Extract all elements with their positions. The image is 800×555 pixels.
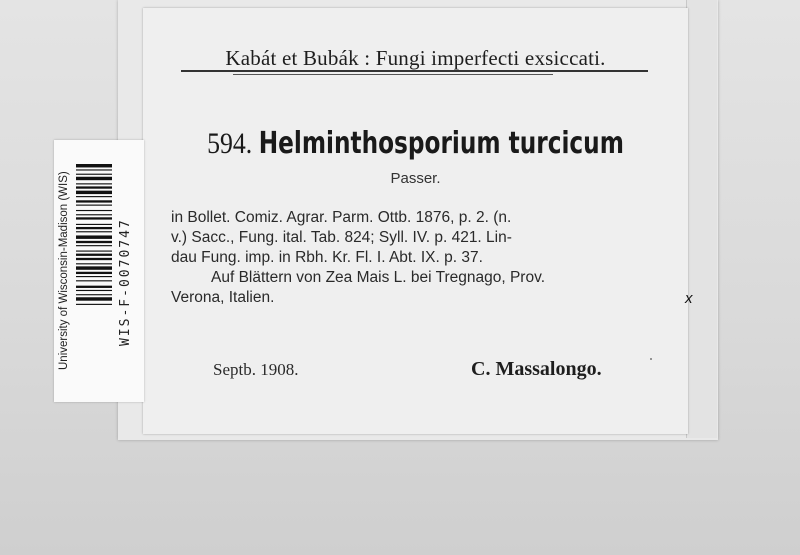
margin-mark: x (685, 290, 693, 307)
header-rule-thin (233, 74, 553, 75)
barcode-bar (76, 304, 112, 305)
barcode-bar (76, 272, 112, 274)
barcode-bar (76, 177, 112, 180)
header-rule (181, 70, 648, 72)
institution-label: University of Wisconsin-Madison (WIS) (58, 171, 70, 370)
barcode-bar (76, 186, 112, 188)
barcode-bar (76, 245, 112, 246)
barcode-bar (76, 196, 112, 197)
barcode-bar (76, 294, 112, 295)
barcode-bar (76, 280, 112, 281)
ink-dot (650, 358, 652, 360)
collection-date: Septb. 1908. (213, 360, 299, 379)
barcode-bar (76, 263, 112, 264)
barcode-bar (76, 241, 112, 243)
citation-line: dau Fung. imp. in Rbh. Kr. Fl. I. Abt. IX. p. 37. (171, 249, 483, 266)
citation-text (171, 208, 653, 308)
barcode-bar (76, 164, 112, 167)
locality-line: Auf Blättern von Zea Mais L. bei Tregnago, Prov. (211, 269, 545, 286)
locality-line: Verona, Italien. (171, 289, 275, 306)
barcode-bar (76, 290, 112, 291)
barcode-bar (76, 214, 112, 215)
barcode-bar (76, 217, 112, 219)
exsiccata-label (143, 8, 688, 434)
barcode-bar (76, 254, 112, 256)
barcode-bar (76, 169, 112, 170)
species-name: Helminthosporium turcicum (258, 126, 624, 161)
barcode-bar (76, 258, 112, 260)
barcode-bar (76, 183, 112, 184)
species-authority: Passer. (390, 170, 441, 187)
barcode-id: WIS-F-0070747 (118, 218, 133, 346)
barcode-bar (76, 205, 112, 206)
barcode-bar (76, 191, 112, 194)
citation-line: in Bollet. Comiz. Agrar. Parm. Ottb. 1876, p. 2. (n. (171, 209, 512, 226)
barcode-bar (76, 235, 112, 238)
collector-name: C. Massalongo. (471, 358, 602, 380)
barcode-bar (76, 227, 112, 229)
series-header: Kabát et Bubák : Fungi imperfecti exsiccati. (225, 46, 606, 70)
barcode-bar (76, 174, 112, 175)
barcode-bar (76, 266, 112, 269)
envelope-flap-edge (686, 0, 717, 438)
species-title (181, 126, 650, 161)
barcode-bar (76, 251, 112, 252)
barcode-bar (76, 200, 112, 202)
exsiccata-number: 594. (207, 127, 253, 160)
barcode-bar (76, 297, 112, 300)
citation-line: v.) Sacc., Fung. ital. Tab. 824; Syll. IV. p. 421. Lin- (171, 229, 512, 246)
barcode-bar (76, 276, 112, 277)
barcode-bar (76, 286, 112, 288)
barcode-bar (76, 210, 112, 211)
barcode (76, 164, 112, 376)
barcode-bar (76, 224, 112, 225)
barcode-bar (76, 231, 112, 232)
